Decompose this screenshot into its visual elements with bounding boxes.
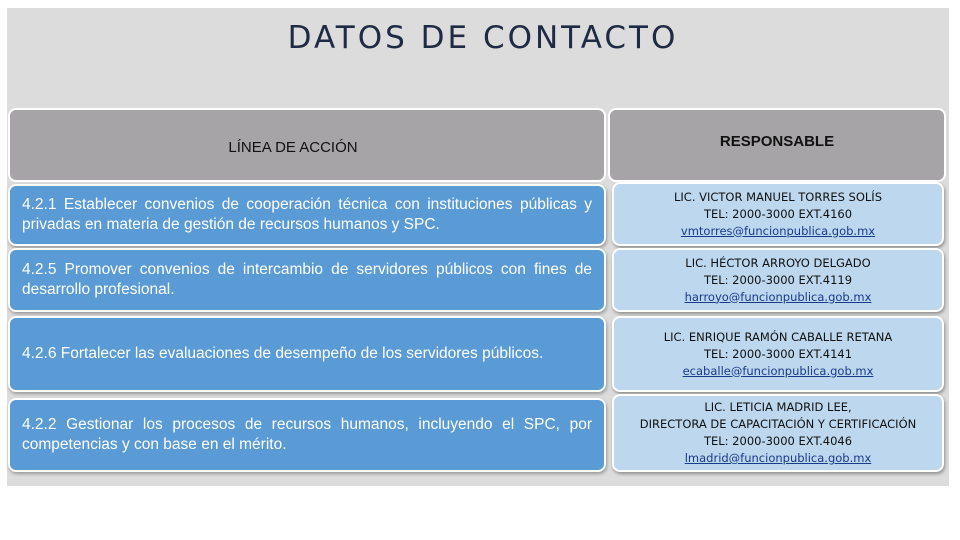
action-text: 4.2.2 Gestionar los procesos de recursos humanos, incluyendo el SPC, por competencias y con base en el mérito. — [22, 416, 592, 453]
action-text: 4.2.5 Promover convenios de intercambio de servidores públicos con fines de desarrollo profesional. — [22, 261, 592, 298]
responsible-name: LIC. VICTOR MANUEL TORRES SOLÍS — [673, 189, 883, 204]
action-text: 4.2.1 Establecer convenios de cooperación técnica con instituciones públicas y privadas en materia de gestión de recursos humanos y SPC. — [22, 196, 592, 233]
responsible-name: LIC. ENRIQUE RAMÓN CABALLE RETANA — [663, 329, 893, 344]
action-row-3 — [8, 316, 606, 392]
responsible-email-link[interactable]: ecaballe@funcionpublica.gob.mx — [682, 363, 874, 378]
action-row-4 — [8, 398, 606, 472]
action-text: 4.2.6 Fortalecer las evaluaciones de desempeño de los servidores públicos. — [22, 345, 544, 362]
responsible-tel: TEL: 2000-3000 EXT.4046 — [703, 434, 853, 448]
action-row-1 — [8, 184, 606, 246]
responsible-tel: TEL: 2000-3000 EXT.4119 — [703, 272, 853, 287]
responsible-row-3 — [612, 316, 944, 392]
responsible-email-link[interactable]: harroyo@funcionpublica.gob.mx — [684, 289, 872, 304]
responsible-row-2 — [612, 248, 944, 312]
responsible-role: DIRECTORA DE CAPACITACIÓN Y CERTIFICACIÓN — [639, 417, 917, 431]
responsible-tel: TEL: 2000-3000 EXT.4141 — [703, 346, 853, 361]
header-action — [8, 108, 606, 182]
header-responsible — [608, 108, 946, 182]
responsible-email-link[interactable]: lmadrid@funcionpublica.gob.mx — [684, 451, 872, 465]
page-title: DATOS DE CONTACTO — [287, 20, 679, 56]
header-action-label: LÍNEA DE ACCIÓN — [228, 138, 358, 156]
responsible-email-link[interactable]: vmtorres@funcionpublica.gob.mx — [680, 223, 876, 238]
responsible-row-1 — [612, 182, 944, 246]
responsible-name: LIC. HÉCTOR ARROYO DELGADO — [685, 255, 871, 270]
responsible-tel: TEL: 2000-3000 EXT.4160 — [703, 206, 853, 221]
header-responsible-label: RESPONSABLE — [719, 132, 835, 150]
responsible-name: LIC. LETICIA MADRID LEE, — [704, 400, 852, 414]
action-row-2 — [8, 248, 606, 312]
responsible-row-4 — [612, 394, 944, 472]
